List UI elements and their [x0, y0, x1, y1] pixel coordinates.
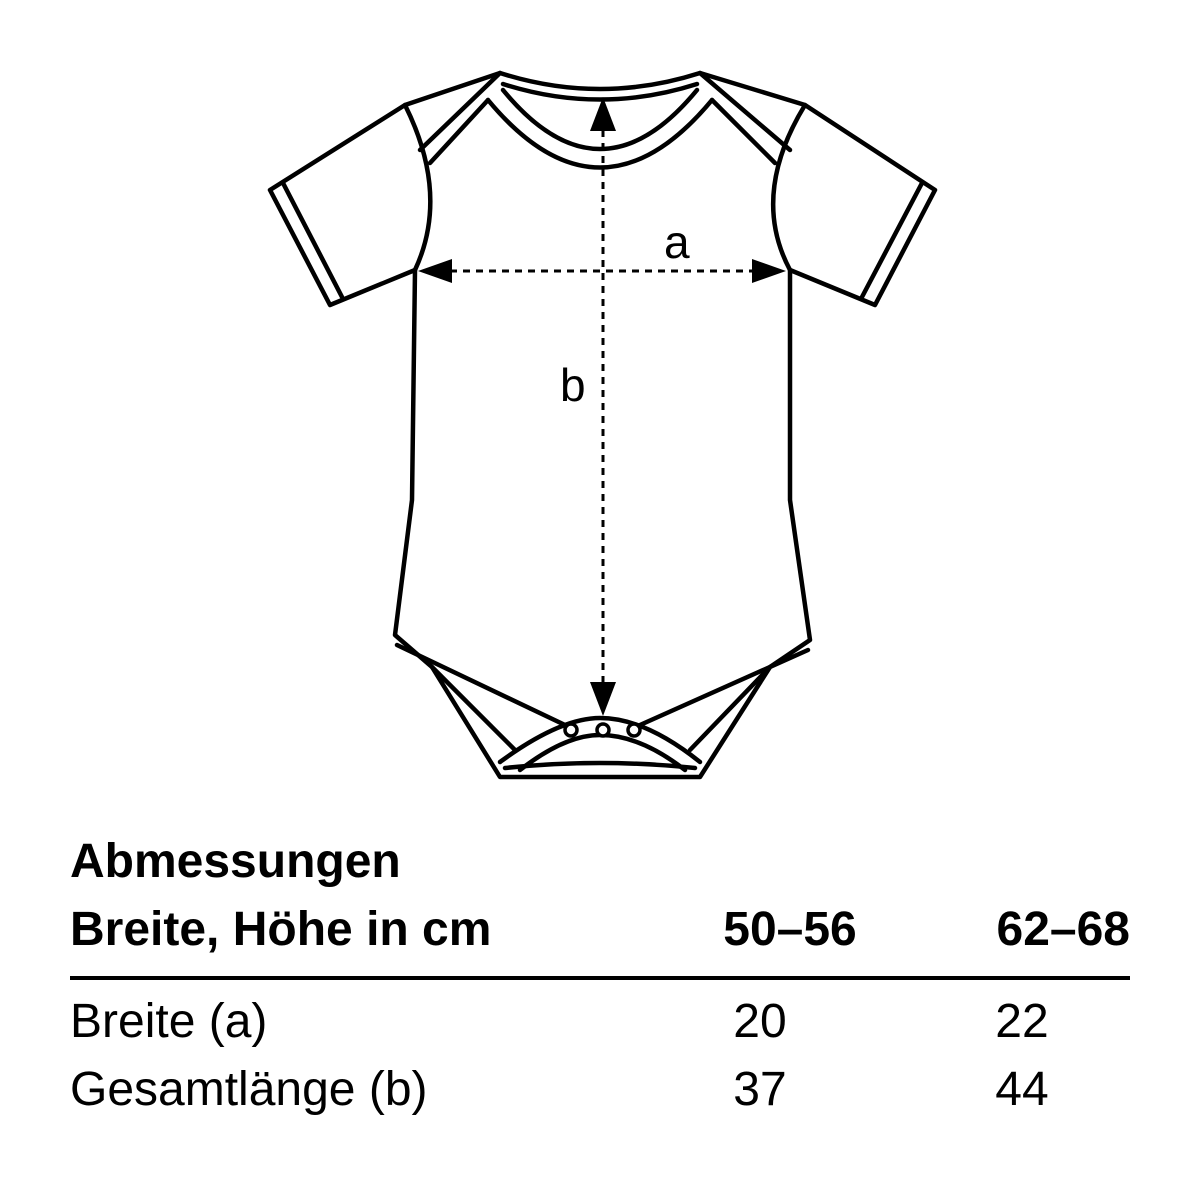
table-title: Abmessungen	[70, 835, 401, 888]
size-column-1: 50–56	[723, 903, 857, 956]
row-value: 37	[733, 1063, 787, 1116]
size-column-2: 62–68	[996, 903, 1130, 956]
leg-band-right-inner	[690, 667, 770, 750]
row-label: Breite (a)	[70, 995, 268, 1048]
left-sleeve-cuff	[283, 183, 342, 297]
size-table	[70, 828, 1130, 1124]
right-sleeve-seam	[773, 105, 805, 270]
bodysuit-outline	[270, 73, 935, 777]
row-label: Gesamtlänge (b)	[70, 1063, 428, 1116]
table-row	[70, 1056, 1130, 1124]
right-sleeve-cuff	[862, 183, 922, 297]
crotch-bottom	[505, 763, 695, 768]
snap-button	[628, 724, 640, 736]
table-divider	[70, 976, 1130, 980]
left-sleeve-seam	[405, 105, 430, 270]
neckline-trim	[503, 84, 697, 100]
arrowhead-up	[590, 97, 616, 131]
dimension-label-a: a	[664, 216, 690, 268]
table-row	[70, 988, 1130, 1056]
header-label: Breite, Höhe in cm	[70, 903, 492, 956]
snap-button	[565, 724, 577, 736]
arrowhead-right	[752, 259, 786, 283]
dimension-label-b: b	[560, 359, 586, 411]
row-value: 20	[733, 995, 787, 1048]
arrowhead-left	[418, 259, 452, 283]
arrowhead-down	[590, 682, 616, 716]
snap-button	[597, 724, 609, 736]
row-value: 22	[995, 995, 1049, 1048]
row-value: 44	[995, 1063, 1049, 1116]
table-header	[70, 896, 1130, 964]
